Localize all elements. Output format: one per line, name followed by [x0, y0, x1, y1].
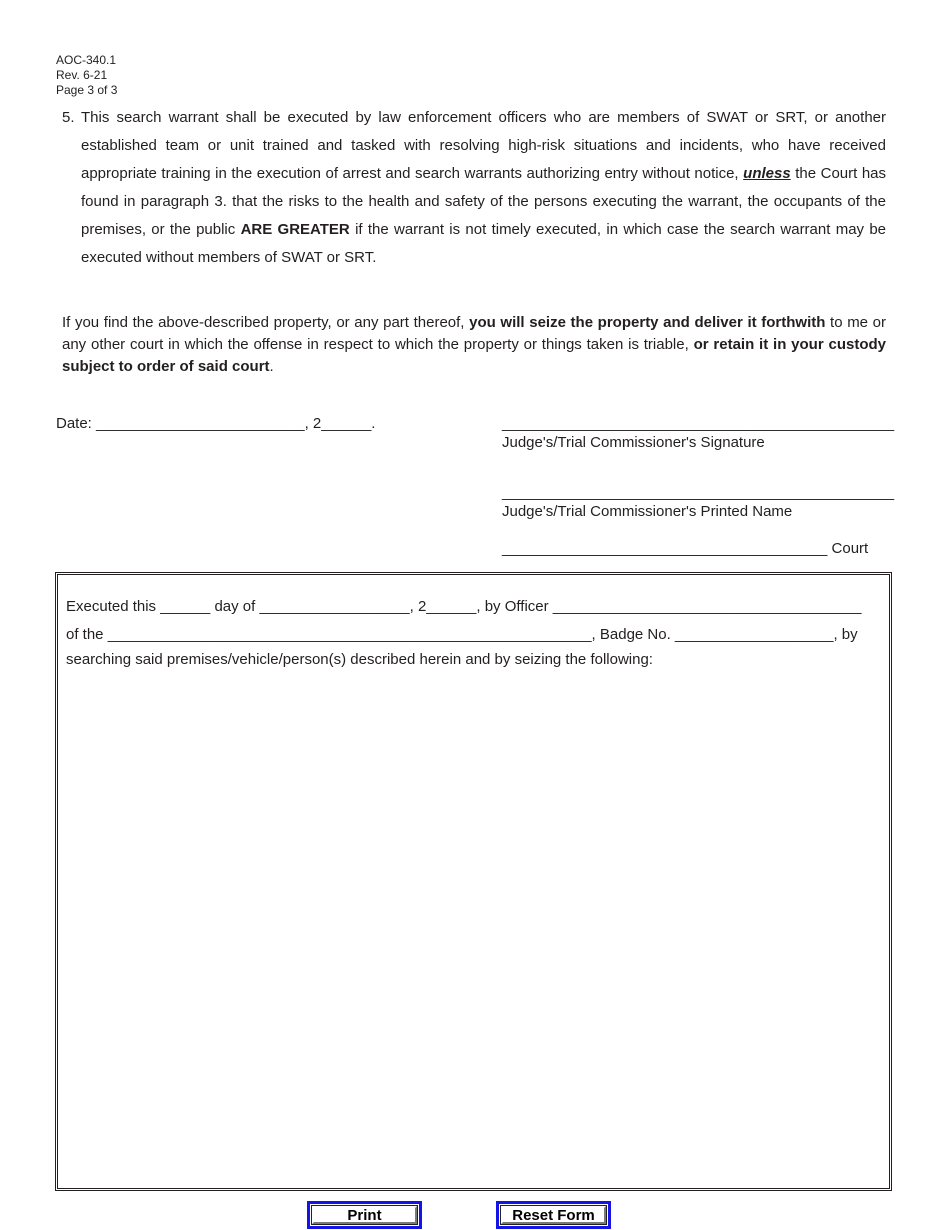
seize-bold-1: you will seize the property and deliver it forthwith — [469, 314, 826, 331]
print-button[interactable] — [307, 1201, 422, 1229]
seize-bold-2: or retain it in your custody subject to order of said court — [62, 336, 886, 375]
form-header — [56, 53, 117, 98]
judge-signature-label: Judge's/Trial Commissioner's Signature — [502, 434, 765, 451]
item-5-text-1: This search warrant shall be executed by law enforcement officers who are members of SWAT or SRT, or another established team or unit trained and tasked with resolving high-risk situations and incidents, who have received appropriate training in the execution of arrest and search warrants authorizing entry without notice, — [81, 109, 886, 182]
form-revision: Rev. 6-21 — [56, 68, 108, 82]
judge-signature-field[interactable]: _______________________________________________ — [502, 415, 895, 432]
seize-text-3: . — [269, 358, 274, 375]
item-5-paragraph — [62, 104, 886, 272]
reset-form-button-label: Reset Form — [501, 1206, 606, 1224]
seize-paragraph — [62, 312, 886, 378]
judge-printed-name-field[interactable]: _______________________________________________ — [502, 484, 895, 501]
seized-items-intro: searching said premises/vehicle/person(s) described herein and by seizing the following: — [66, 651, 653, 668]
date-field[interactable]: Date: _________________________, 2______. — [56, 415, 376, 432]
item-5-text-3: if the warrant is not timely executed, in which case the search warrant may be executed without members of SWAT or SRT. — [81, 221, 887, 266]
item-number: 5. — [62, 109, 75, 126]
seize-text-2: to me or any other court in which the offense in respect to which the property or things taken is triable, — [62, 314, 886, 353]
seized-items-area[interactable] — [66, 676, 882, 1181]
court-field[interactable]: _______________________________________ Court — [502, 540, 869, 557]
item-5-text-2: the Court has found in paragraph 3. that the risks to the health and safety of the persons executing the warrant, the occupants of the premises, or the public — [81, 165, 887, 238]
item-5-unless: unless — [743, 165, 791, 182]
print-button-label: Print — [312, 1206, 417, 1224]
form-number: AOC-340.1 — [56, 53, 117, 67]
executed-line[interactable]: Executed this ______ day of __________________, 2______, by Officer _____________________________________ — [66, 598, 862, 615]
page-number: Page 3 of 3 — [56, 83, 118, 97]
officer-agency-line[interactable]: of the __________________________________________________________, Badge No. ___________________, by — [66, 626, 858, 643]
seize-text-1: If you find the above-described property, or any part thereof, — [62, 314, 465, 331]
judge-printed-name-label: Judge's/Trial Commissioner's Printed Name — [502, 503, 793, 520]
item-5-are-greater: ARE GREATER — [240, 221, 350, 238]
reset-form-button[interactable] — [496, 1201, 611, 1229]
